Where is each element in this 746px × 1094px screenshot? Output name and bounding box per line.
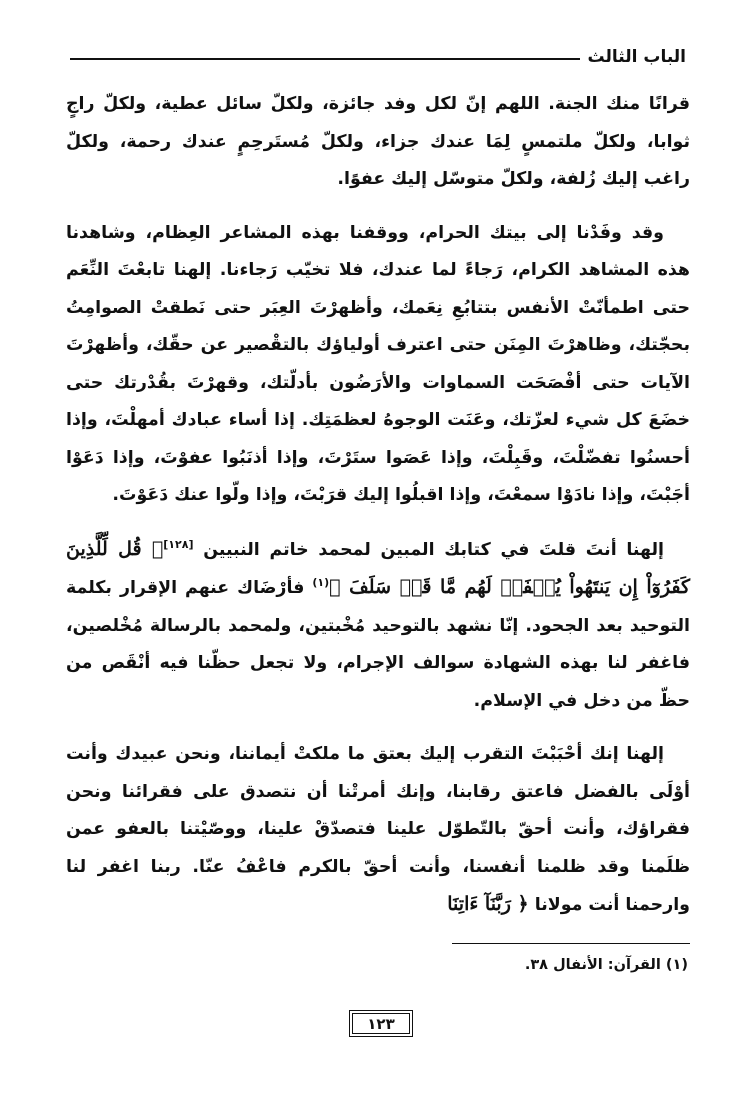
paragraph-1: قرانًا منك الجنة. اللهم إنّ لكل وفد جائزة، ولكلّ سائل عطية، ولكلّ راجٍ ثوابا، ولكلّ ملتمسٍ لِمَا عندك جزاء، ولكلّ مُستَرحِمٍ عندك رحمة، ولكلّ راغب إليك زُلفة، ولكلّ متوسّل إليك عفوًا. — [66, 94, 690, 189]
paragraph-4 — [66, 736, 690, 925]
page-number — [349, 1010, 413, 1037]
footnote-rule — [452, 943, 690, 944]
paragraph-4-text: إلهنا إنك أحْبَبْتَ التقرب إليك بعتق ما ملكتْ أيماننا، ونحن عبيدك وأنت أوْلَى بالفضل فاعتق رقابنا، وإنك أمرتْنا أن نتصدق على فقرائنا ونحن فقراؤك، وأنت أحقّ بالتّطوّل علينا فتصدّقْ علينا، ووصّيْتنا بالعفو عمن ظلَمنا وقد ظلمنا أنفسنا، وأنت أحقّ بالكرم فاعْفُ عنّا. ربنا اغفر لنا وارحمنا أنت مولانا — [66, 744, 690, 915]
quran-verse-2: ﴿ رَبَّنَآ ءَاتِنَا — [447, 893, 529, 915]
footnote: (١) القرآن: الأنفال ٣٨. — [524, 957, 688, 973]
running-header — [70, 42, 686, 72]
paragraph-3-continuation: فأرْضَاك عنهم الإقرار بكلمة التوحيد بعد الجحود. إنّا نشهد بالتوحيد مُخْبتين، ولمحمد بالرسالة مُخْلصين، فاغفر لنا بهذه الشهادة سوالف الإجرام، ولا تجعل حظّنا فيه أنْقَص من حظّ من دخل في الإسلام. — [66, 578, 690, 711]
header-rule — [70, 58, 580, 60]
footnote-marker: (١) — [312, 576, 330, 590]
body-text — [66, 86, 690, 941]
paragraph-3 — [66, 531, 690, 721]
paragraph-2: وقد وفَدْنا إلى بيتك الحرام، ووقفنا بهذه المشاعر العِظام، وشاهدنا هذه المشاهد الكرام، رَجاءً لما عندك، فلا تخيّب رَجاءنا. إلهنا تابعْتَ النِّعَم حتى اطمأنّتْ الأنفس بتتابُعِ نِعَمك، وأظهرْتَ العِبَر حتى نَطقتْ الصوامِتُ بحجّتك، وظاهرْتَ المِنَن حتى اعترف أولياؤك بالتقْصير عن حقّك، وأظهرْتَ الآيات حتى أفْصَحَت السماوات والأرَضُون بأدلّتك، وقهرْتَ بقُدْرتك حتى خضَعَ كل شيء لعزّتك، وعَنَت الوجوهُ لعظمَتِك. إذا أساء عبادك أمهلْتَ، وإذا أحسنُوا تفضّلْتَ، وقَبِلْتَ، وإذا عَصَوا ستَرْتَ، وإذا أذنَبُوا عفوْتَ، وإذا دَعَوْا أجَبْتَ، وإذا نادَوْا سمعْتَ، وإذا اقبلُوا إليك قرَبْتَ، وإذا ولّوا عنك دَعَوْتَ. — [66, 222, 690, 505]
page-number-value: ١٢٣ — [367, 1014, 395, 1033]
paragraph-3-intro: إلهنا أنتَ قلتَ في كتابك المبين لمحمد خاتم النبيين — [203, 539, 664, 560]
chapter-title: الباب الثالث — [587, 47, 686, 67]
verse-number: [١٢٨] — [163, 537, 194, 551]
quran-verse-1: ﴿ قُل لِّلَّذِينَ كَفَرُوٓاْ إِن يَنتَهُواْ يُغۡفَرۡ لَهُم مَّا قَدۡ سَلَفَ ﴾ — [66, 537, 690, 598]
